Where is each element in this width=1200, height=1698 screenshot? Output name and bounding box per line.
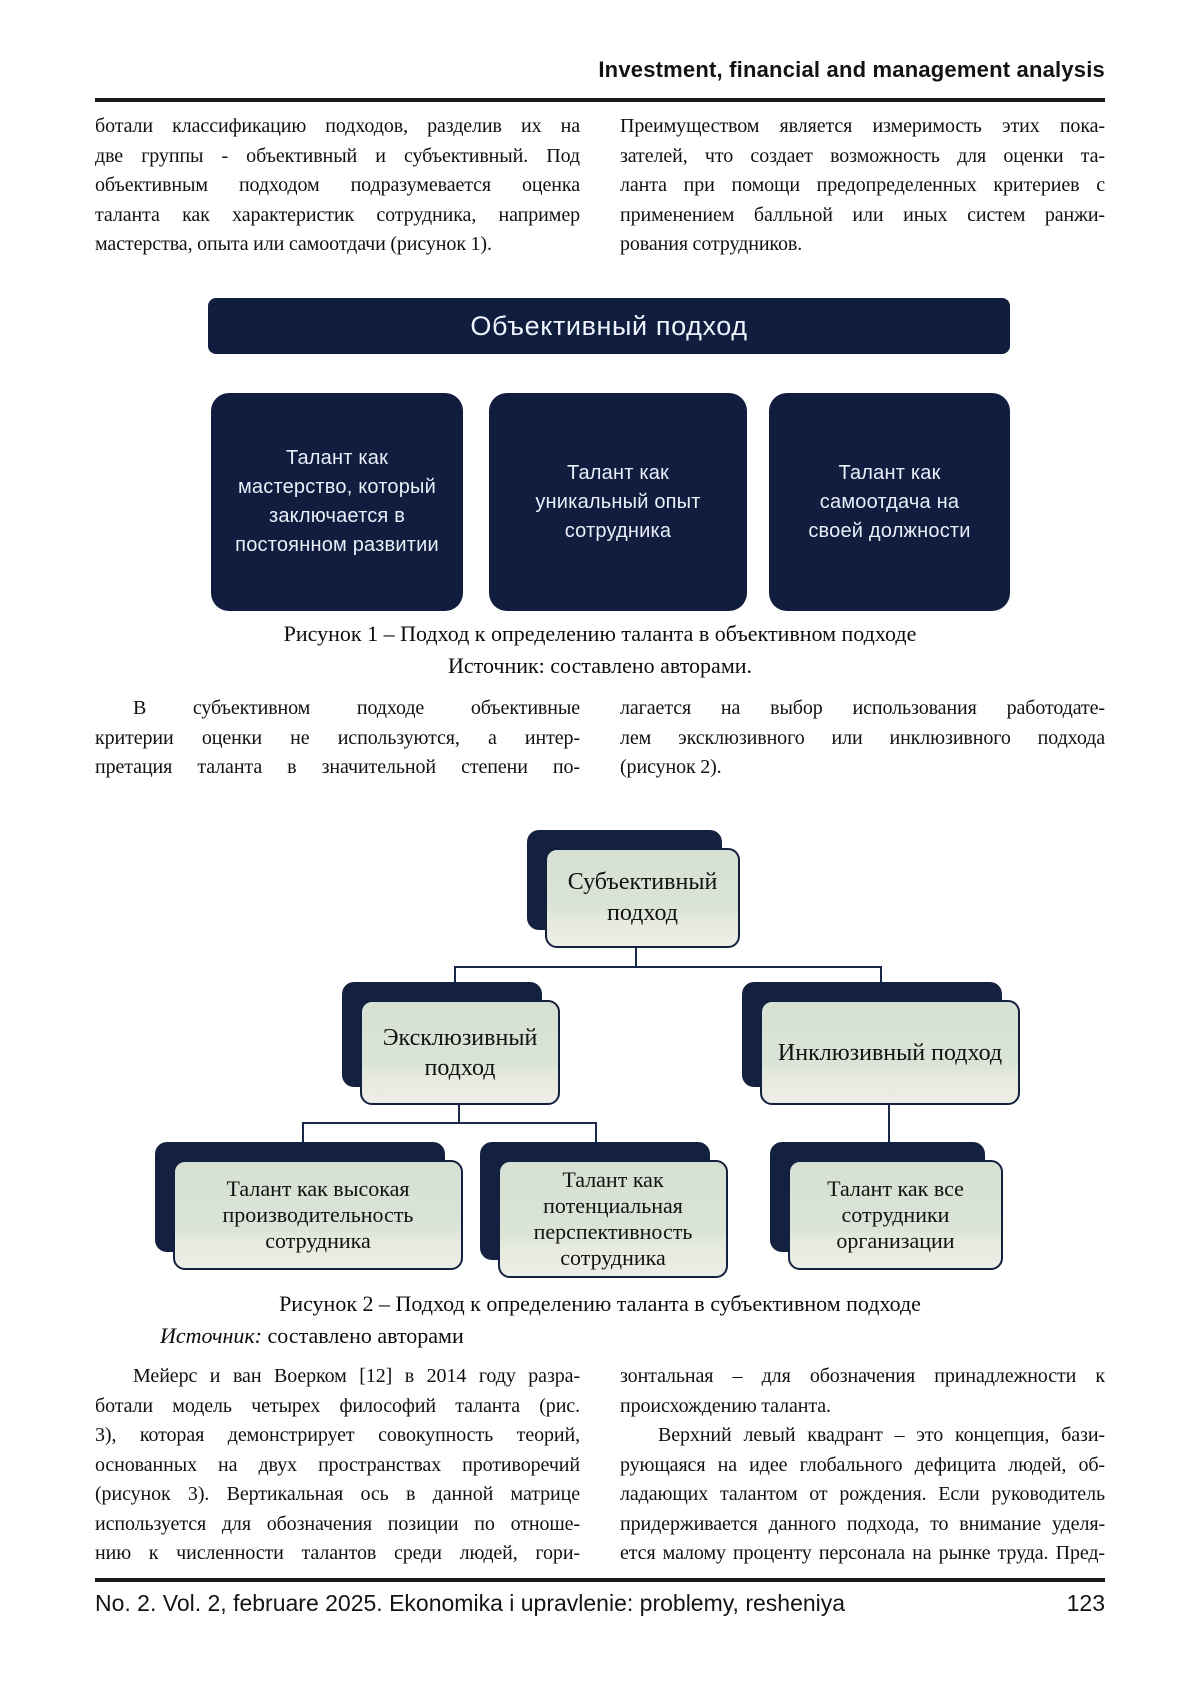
figure2-potential-node: Талант как потенциальная перспективность сотрудника [498,1160,728,1278]
connector-line [888,1105,890,1145]
text-line: ботали классификацию подходов, разделив их на [95,115,580,137]
text-line: ладающих талантом от рождения. Если руководитель [620,1483,1105,1505]
text-line: критерии оценки не используются, а интер- [95,726,580,749]
text-line: лагается на выбор использования работодате- [620,697,1105,719]
figure1-box-mastery: Талант как мастерство, который заключается в постоянном развитии [211,393,463,611]
text-line: применением балльной или иных систем ранжи- [620,203,1105,226]
figure1-caption: Рисунок 1 – Подход к определению таланта в объективном подходе [283,621,917,646]
figure2-inclusive-node: Инклюзивный подход [760,1000,1020,1105]
header-rule [95,98,1105,102]
text-line: зателей, что создает возможность для оценки та- [620,144,1105,167]
connector-line [635,946,637,966]
figure2-root-node: Субъективный подход [545,848,740,948]
figure2-all-employees-node: Талант как все сотрудники организации [788,1160,1003,1270]
figure2-source-label: Источник: [160,1323,262,1348]
text-line: происхождению таланта. [620,1394,831,1417]
figure2-source [160,1322,464,1350]
text-line: Преимуществом является измеримость этих пока- [620,115,1105,137]
figure1-title-label: Объективный подход [470,310,748,341]
connector-line [595,1122,597,1144]
text-line: используется для обозначения позиции по отноше- [95,1512,580,1535]
text-line: (рисунок 3). Вертикальная ось в данной матрице [95,1483,580,1505]
footer-rule [95,1578,1105,1582]
text-line: В субъективном подходе объективные [133,697,580,719]
figure2-performance-node: Талант как высокая производительность сотрудника [173,1160,463,1270]
running-head: Investment, financial and management analysis [598,57,1105,82]
text-line: ботали модель четырех философий таланта (рис. [95,1394,580,1417]
figure2-exclusive-node: Эксклюзивный подход [360,1000,560,1105]
figure1-box-experience: Талант как уникальный опыт сотрудника [489,393,747,611]
text-line: мастерства, опыта или самоотдачи (рисунок 1). [95,233,492,255]
text-line: придерживается данного подхода, то внимание уделя- [620,1512,1105,1535]
connector-line [302,1122,304,1144]
figure1-box-dedication: Талант как самоотдача на своей должности [769,393,1010,611]
figure2-caption: Рисунок 2 – Подход к определению таланта в субъективном подходе [279,1291,921,1316]
text-line: зонтальная – для обозначения принадлежности к [620,1365,1105,1387]
footer-journal-info: No. 2. Vol. 2, februare 2025. Ekonomika i upravlenie: problemy, resheniya [95,1590,846,1616]
paragraph-block2-left-column [95,694,580,783]
figure1-title-box [208,298,1010,354]
text-line: Мейерс и ван Воерком [12] в 2014 году разра- [133,1365,580,1387]
paragraph-block2-right-column [620,694,1105,783]
text-line: объективным подходом подразумевается оценка [95,174,580,196]
text-line: лем эксклюзивного или инклюзивного подхода [620,726,1105,749]
connector-line [458,1105,460,1122]
paragraph-block1-right-column [620,112,1105,260]
text-line: ется малому проценту персонала на рынке труда. Пред- [620,1542,1105,1564]
text-line: нию к численности талантов среди людей, гори- [95,1542,580,1564]
text-line: претация таланта в значительной степени по- [95,756,580,778]
footer-page-number: 123 [1066,1590,1105,1616]
paragraph-block3-right-column [620,1362,1105,1569]
text-line: ланта при помощи предопределенных критериев с [620,174,1105,196]
text-line: (рисунок 2). [620,756,722,778]
figure1-source: Источник: составлено авторами. [447,653,753,678]
paragraph-block1-left-column [95,112,580,260]
text-line: таланта как характеристик сотрудника, например [95,203,580,226]
text-line: Верхний левый квадрант – это концепция, бази- [658,1424,1105,1446]
paragraph-block3-left-column [95,1362,580,1569]
text-line: две группы - объективный и субъективный. Под [95,144,580,167]
text-line: основанных на двух пространствах противоречий [95,1453,580,1476]
connector-line [454,966,882,968]
text-line: 3), которая демонстрирует совокупность теорий, [95,1424,580,1446]
figure2-source-text: составлено авторами [262,1323,464,1348]
text-line: рующаяся на идее глобального дефицита людей, об- [620,1453,1105,1476]
connector-line [302,1122,597,1124]
text-line: рования сотрудников. [620,233,803,255]
